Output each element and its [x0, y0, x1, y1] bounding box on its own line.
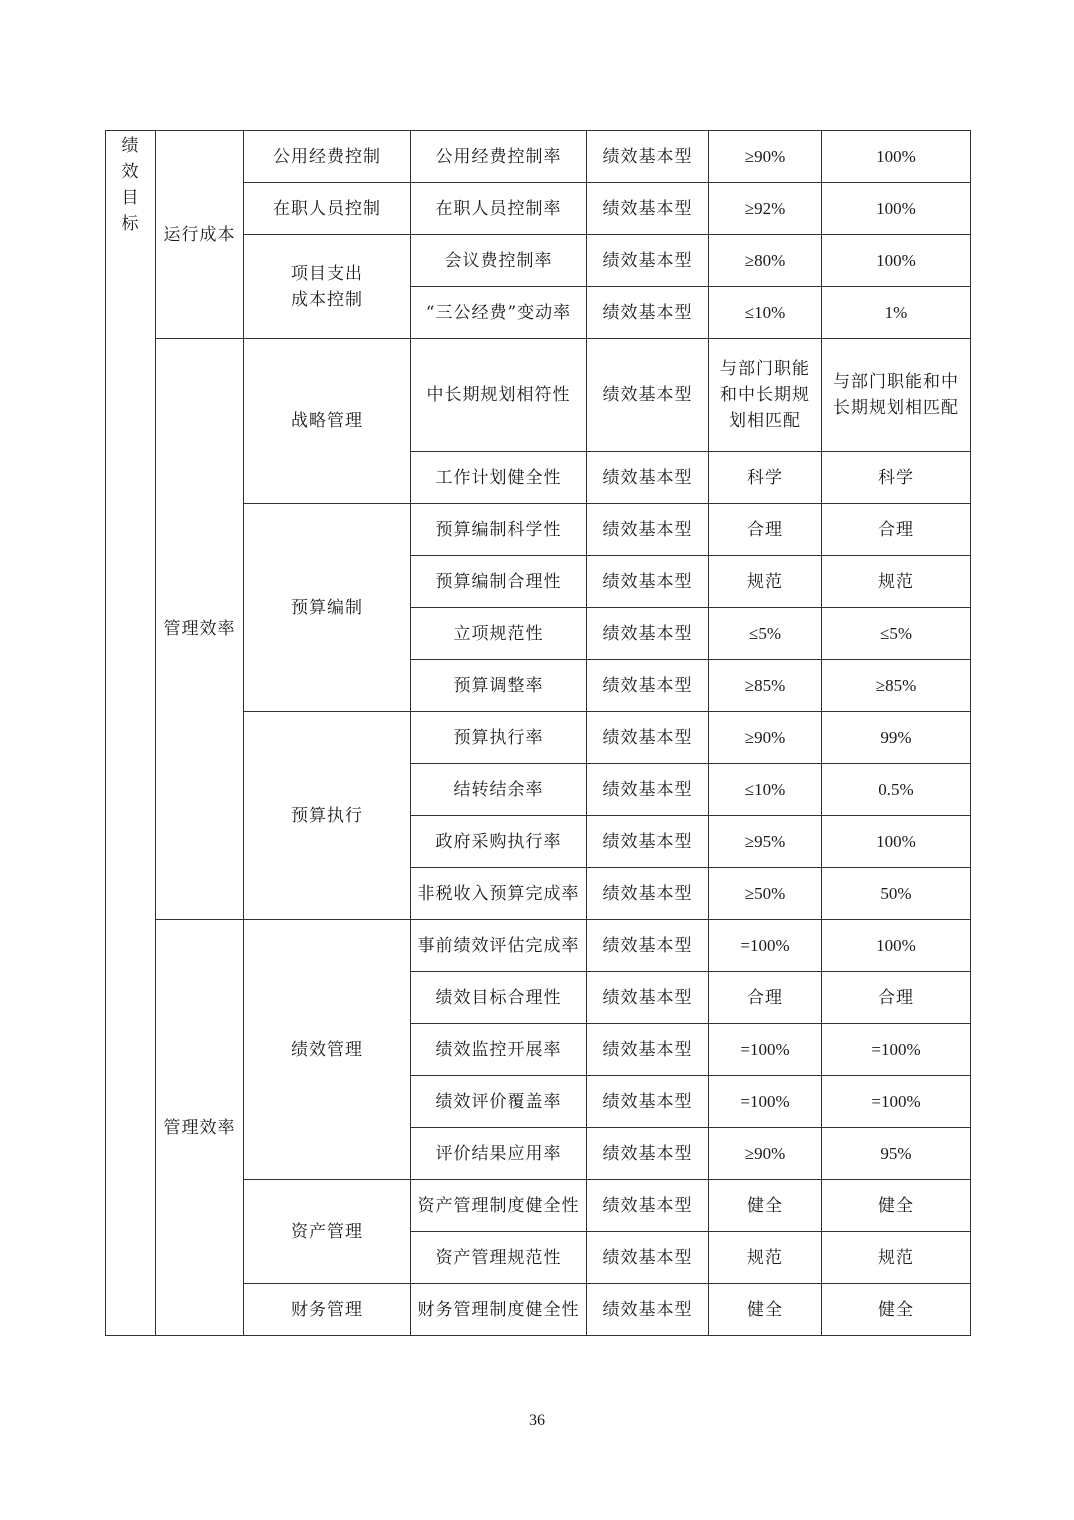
page-number: 36	[529, 1412, 545, 1429]
level3-indicator-cell: 财务管理	[244, 1284, 411, 1336]
target-value: ≥50%	[709, 868, 822, 920]
target-value: ≤10%	[709, 287, 822, 339]
level3-indicator-cell: 预算执行	[244, 712, 411, 920]
indicator-name: 公用经费控制率	[411, 131, 587, 183]
indicator-type: 绩效基本型	[587, 287, 709, 339]
target-value: ≤5%	[709, 608, 822, 660]
indicator-name: “三公经费”变动率	[411, 287, 587, 339]
indicator-name: 结转结余率	[411, 764, 587, 816]
target-value: ≥92%	[709, 183, 822, 235]
target-value: 合理	[709, 972, 822, 1024]
indicator-type: 绩效基本型	[587, 660, 709, 712]
indicator-type: 绩效基本型	[587, 920, 709, 972]
indicator-name: 政府采购执行率	[411, 816, 587, 868]
level3-indicator-cell: 公用经费控制	[244, 131, 411, 183]
actual-value: 100%	[822, 131, 971, 183]
actual-value: 科学	[822, 452, 971, 504]
actual-value: ≤5%	[822, 608, 971, 660]
target-value: ≥95%	[709, 816, 822, 868]
target-value: =100%	[709, 1076, 822, 1128]
indicator-name: 立项规范性	[411, 608, 587, 660]
actual-value: 50%	[822, 868, 971, 920]
indicator-type: 绩效基本型	[587, 608, 709, 660]
level3-indicator-cell: 在职人员控制	[244, 183, 411, 235]
target-value: 健全	[709, 1180, 822, 1232]
actual-value: 与部门职能和中长期规划相匹配	[822, 339, 971, 452]
indicator-name: 资产管理制度健全性	[411, 1180, 587, 1232]
indicator-type: 绩效基本型	[587, 339, 709, 452]
indicator-name: 绩效监控开展率	[411, 1024, 587, 1076]
indicator-name: 预算编制科学性	[411, 504, 587, 556]
level2-indicator-cell: 运行成本	[156, 131, 244, 339]
indicator-type: 绩效基本型	[587, 972, 709, 1024]
indicator-name: 评价结果应用率	[411, 1128, 587, 1180]
actual-value: 健全	[822, 1180, 971, 1232]
target-value: =100%	[709, 920, 822, 972]
actual-value: ≥85%	[822, 660, 971, 712]
indicator-name: 在职人员控制率	[411, 183, 587, 235]
target-value: 科学	[709, 452, 822, 504]
level1-indicator: 绩效目标	[121, 136, 140, 234]
actual-value: 0.5%	[822, 764, 971, 816]
indicator-type: 绩效基本型	[587, 131, 709, 183]
target-value: ≥80%	[709, 235, 822, 287]
indicator-type: 绩效基本型	[587, 1128, 709, 1180]
indicator-name: 绩效评价覆盖率	[411, 1076, 587, 1128]
indicator-type: 绩效基本型	[587, 235, 709, 287]
level3-indicator-cell: 项目支出成本控制	[244, 235, 411, 339]
actual-value: 100%	[822, 816, 971, 868]
indicator-name: 资产管理规范性	[411, 1232, 587, 1284]
actual-value: =100%	[822, 1024, 971, 1076]
indicator-type: 绩效基本型	[587, 1024, 709, 1076]
indicator-type: 绩效基本型	[587, 816, 709, 868]
indicator-name: 工作计划健全性	[411, 452, 587, 504]
actual-value: 健全	[822, 1284, 971, 1336]
indicator-type: 绩效基本型	[587, 504, 709, 556]
actual-value: 100%	[822, 183, 971, 235]
level3-indicator-cell: 绩效管理	[244, 920, 411, 1180]
target-value: ≥85%	[709, 660, 822, 712]
target-value: 规范	[709, 556, 822, 608]
target-value: 与部门职能和中长期规划相匹配	[709, 339, 822, 452]
target-value: ≤10%	[709, 764, 822, 816]
actual-value: 95%	[822, 1128, 971, 1180]
indicator-name: 绩效目标合理性	[411, 972, 587, 1024]
level2-indicator-cell: 管理效率	[156, 339, 244, 920]
indicator-name: 会议费控制率	[411, 235, 587, 287]
indicator-type: 绩效基本型	[587, 183, 709, 235]
indicator-type: 绩效基本型	[587, 452, 709, 504]
indicator-type: 绩效基本型	[587, 1232, 709, 1284]
level1-indicator-cell	[106, 131, 156, 1336]
level3-indicator-cell: 资产管理	[244, 1180, 411, 1284]
target-value: ≥90%	[709, 131, 822, 183]
target-value: 健全	[709, 1284, 822, 1336]
actual-value: 合理	[822, 972, 971, 1024]
target-value: =100%	[709, 1024, 822, 1076]
indicator-name: 预算编制合理性	[411, 556, 587, 608]
indicator-type: 绩效基本型	[587, 556, 709, 608]
target-value: 规范	[709, 1232, 822, 1284]
actual-value: 规范	[822, 1232, 971, 1284]
indicator-name: 中长期规划相符性	[411, 339, 587, 452]
target-value: ≥90%	[709, 712, 822, 764]
actual-value: 1%	[822, 287, 971, 339]
actual-value: =100%	[822, 1076, 971, 1128]
indicator-type: 绩效基本型	[587, 1076, 709, 1128]
indicator-name: 预算调整率	[411, 660, 587, 712]
indicator-name: 财务管理制度健全性	[411, 1284, 587, 1336]
actual-value: 99%	[822, 712, 971, 764]
target-value: 合理	[709, 504, 822, 556]
level3-indicator-cell: 战略管理	[244, 339, 411, 504]
indicator-type: 绩效基本型	[587, 1180, 709, 1232]
target-value: ≥90%	[709, 1128, 822, 1180]
actual-value: 100%	[822, 235, 971, 287]
indicator-name: 事前绩效评估完成率	[411, 920, 587, 972]
indicator-name: 非税收入预算完成率	[411, 868, 587, 920]
performance-indicator-table	[105, 130, 971, 1336]
indicator-type: 绩效基本型	[587, 712, 709, 764]
indicator-type: 绩效基本型	[587, 764, 709, 816]
level3-indicator-cell: 预算编制	[244, 504, 411, 712]
level2-indicator-cell: 管理效率	[156, 920, 244, 1336]
indicator-name: 预算执行率	[411, 712, 587, 764]
actual-value: 100%	[822, 920, 971, 972]
actual-value: 规范	[822, 556, 971, 608]
indicator-type: 绩效基本型	[587, 868, 709, 920]
indicator-type: 绩效基本型	[587, 1284, 709, 1336]
actual-value: 合理	[822, 504, 971, 556]
